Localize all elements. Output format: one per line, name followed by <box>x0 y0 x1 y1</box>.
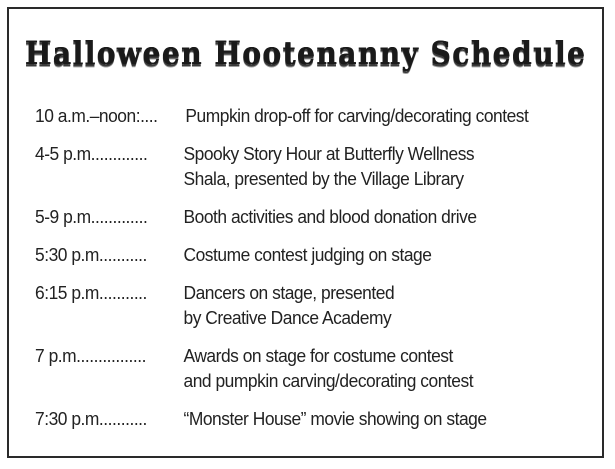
description-line: Costume contest judging on stage <box>183 244 432 265</box>
time-leader <box>35 103 185 128</box>
dot-leader: .......... <box>103 244 147 265</box>
time-leader <box>35 343 184 368</box>
schedule-time: 7 p.m. <box>35 345 81 366</box>
schedule-row <box>35 242 561 267</box>
schedule-description <box>185 103 561 128</box>
description-line: and pumpkin carving/decorating contest <box>183 370 474 391</box>
schedule-time: 5:30 p.m. <box>35 244 104 265</box>
schedule-title: Halloween Hootenanny Schedule <box>24 35 587 72</box>
time-leader <box>35 141 184 166</box>
schedule-description <box>184 343 562 393</box>
dot-leader: .... <box>140 105 158 126</box>
description-line: “Monster House” movie showing on stage <box>183 408 487 429</box>
description-line: Shala, presented by the Village Library <box>183 168 464 189</box>
description-line: Spooky Story Hour at Butterfly Wellness <box>183 143 475 164</box>
schedule-description <box>184 204 562 229</box>
schedule-time: 4-5 p.m. <box>35 143 96 164</box>
dot-leader: .......... <box>103 282 147 303</box>
time-leader <box>35 406 184 431</box>
description-line: Awards on stage for costume contest <box>183 345 453 366</box>
time-leader <box>35 204 184 229</box>
description-line: Dancers on stage, presented <box>183 282 395 303</box>
description-line: by Creative Dance Academy <box>183 307 392 328</box>
time-leader <box>35 242 184 267</box>
schedule-list <box>35 103 595 431</box>
schedule-time: 5-9 p.m. <box>35 206 96 227</box>
dot-leader: .......... <box>103 408 147 429</box>
schedule-time: 6:15 p.m. <box>35 282 104 303</box>
schedule-description <box>184 406 562 431</box>
description-line: Booth activities and blood donation drive <box>183 206 477 227</box>
schedule-description <box>184 242 562 267</box>
schedule-frame <box>7 7 604 458</box>
schedule-row <box>35 141 561 191</box>
schedule-row <box>35 280 561 330</box>
schedule-time: 7:30 p.m. <box>35 408 104 429</box>
schedule-row <box>35 103 561 128</box>
schedule-time: 10 a.m.–noon: <box>35 105 141 126</box>
schedule-row <box>35 406 561 431</box>
schedule-description <box>184 141 562 191</box>
dot-leader: ............... <box>80 345 146 366</box>
dot-leader: ............ <box>95 206 148 227</box>
description-line: Pumpkin drop-off for carving/decorating contest <box>185 105 529 126</box>
schedule-description <box>184 280 562 330</box>
schedule-row <box>35 343 561 393</box>
dot-leader: ............ <box>95 143 148 164</box>
schedule-row <box>35 204 561 229</box>
time-leader <box>35 280 184 305</box>
